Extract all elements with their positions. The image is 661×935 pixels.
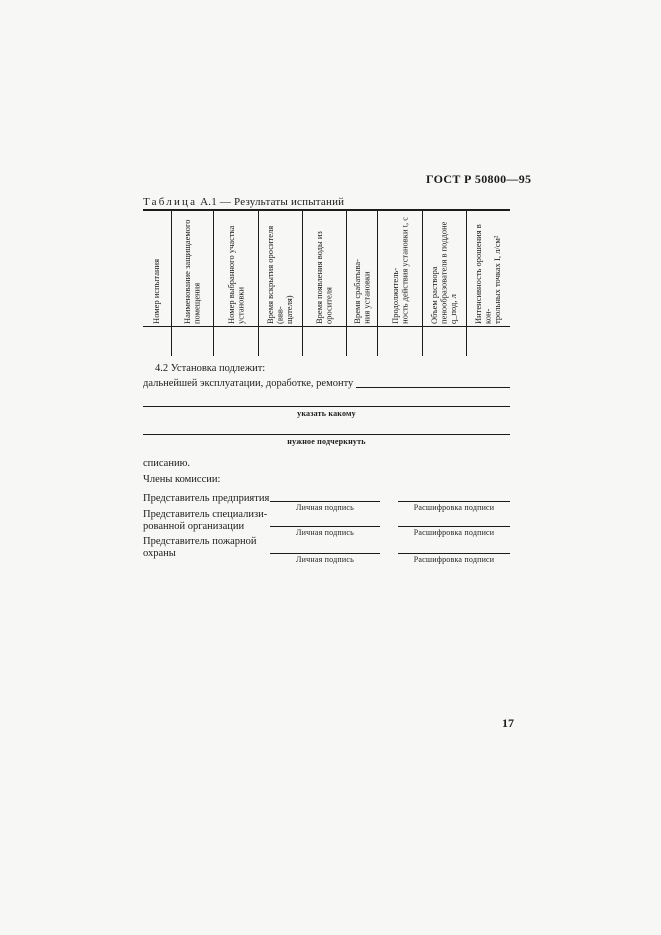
col-header-label: Интенсивность орошения в кон- трольных точках I, л/см² [473, 224, 503, 324]
representative-label-cont: охраны [143, 548, 176, 559]
decode-line [398, 526, 510, 527]
underline-hint: нужное подчеркнуть [287, 437, 366, 446]
col-header [259, 212, 302, 324]
signature-caption: Личная подпись [296, 503, 354, 512]
options-blank-line [356, 387, 510, 388]
col-header [347, 212, 377, 324]
table-top-rule [143, 209, 510, 211]
signature-caption: Личная подпись [296, 555, 354, 564]
col-header-label: Время вскрытия оросителя (ввв- щателя) [265, 225, 295, 324]
specify-hint: указать какому [297, 409, 356, 418]
col-header-label: Наименование защищаемого помещения [182, 219, 202, 324]
signature-line [270, 553, 380, 554]
decode-caption: Расшифровка подписи [413, 503, 495, 512]
col-header [378, 212, 422, 324]
signature-line [270, 501, 380, 502]
representative-label: Представитель предприятия [143, 493, 270, 504]
col-header [214, 212, 258, 324]
table-header-rule [143, 326, 510, 327]
signature-line [270, 526, 380, 527]
options-line: дальнейшей эксплуатации, доработке, ремонту [143, 378, 354, 389]
col-header-label: Номер испытания [151, 259, 162, 324]
col-header-label: Продолжитель- ность действия установки t, с [389, 217, 409, 324]
standard-code: ГОСТ Р 50800—95 [426, 172, 532, 186]
representative-label-cont: рованной организации [143, 521, 245, 532]
col-header [423, 212, 466, 324]
underline-blank-line [143, 434, 510, 435]
col-header-label: Время срабатыва- ния установки [351, 259, 371, 324]
write-off-text: списанию. [143, 458, 191, 469]
col-header [467, 212, 510, 324]
decode-line [398, 553, 510, 554]
col-header-label: Объем раствора пенообразователя в поддоне q_под, л [429, 221, 459, 324]
col-header [143, 212, 171, 324]
table-caption-prefix: Таблица [143, 196, 198, 208]
commission-heading: Члены комиссии: [143, 474, 221, 485]
table-caption-title: А.1 — Результаты испытаний [200, 196, 345, 208]
col-header-label: Номер выбранного участка установки [225, 225, 245, 324]
representative-label: Представитель пожарной [143, 536, 257, 547]
item-heading: 4.2 Установка подлежит: [155, 363, 266, 374]
table-caption [143, 196, 344, 208]
col-header [303, 212, 346, 324]
decode-line [398, 501, 510, 502]
col-header-label: Время появления воды из оросителя [314, 231, 334, 324]
specify-blank-line [143, 406, 510, 407]
representative-label: Представитель специализи- [143, 509, 268, 520]
signature-caption: Личная подпись [296, 528, 354, 537]
col-header [172, 212, 213, 324]
decode-caption: Расшифровка подписи [413, 528, 495, 537]
decode-caption: Расшифровка подписи [413, 555, 495, 564]
page-number: 17 [502, 716, 514, 730]
